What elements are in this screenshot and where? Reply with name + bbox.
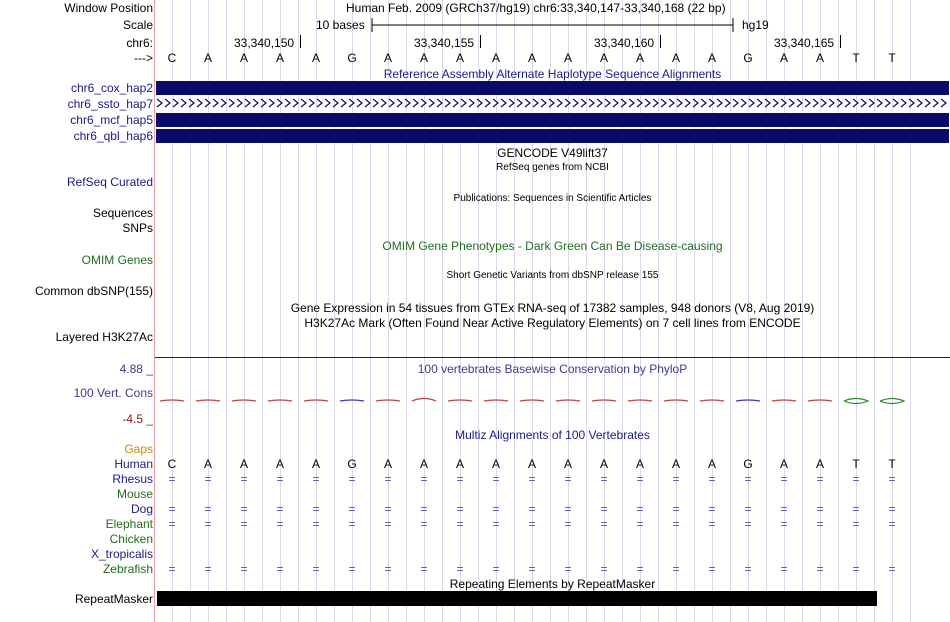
publications-track-label[interactable]: Sequences: [92, 206, 153, 220]
alignment-char: =: [384, 562, 392, 576]
species-row-dog: [0, 502, 950, 516]
conservation-mark: [736, 400, 760, 401]
alignment-char: =: [600, 502, 608, 516]
alignment-char: =: [240, 517, 248, 531]
alignment-char: A: [455, 457, 464, 471]
alignment-char: =: [492, 502, 500, 516]
alignment-char: =: [708, 562, 716, 576]
conservation-mark: [484, 400, 508, 401]
alignment-char: G: [347, 457, 357, 471]
alignment-char: T: [888, 457, 896, 471]
alignment-char: =: [456, 562, 464, 576]
haplotypes-track-title[interactable]: Reference Assembly Alternate Haplotype Sequence Alignments: [383, 67, 722, 81]
hap-label-ssto[interactable]: chr6_ssto_hap7: [67, 97, 153, 111]
alignment-char: =: [384, 472, 392, 486]
alignment-char: =: [168, 472, 176, 486]
dbsnp-track-title[interactable]: Short Genetic Variants from dbSNP release 155: [446, 270, 659, 281]
alignment-char: =: [672, 517, 680, 531]
gencode-track-title[interactable]: GENCODE V49lift37: [497, 146, 608, 160]
base-letter: T: [852, 51, 860, 65]
base-letter: C: [167, 51, 177, 65]
alignment-char: =: [420, 502, 428, 516]
alignment-char: =: [708, 472, 716, 486]
alignment-char: A: [779, 457, 788, 471]
base-letter: A: [815, 51, 824, 65]
alignment-char: =: [312, 502, 320, 516]
conservation-mark: [556, 400, 580, 401]
base-letter: A: [635, 51, 644, 65]
alignment-char: =: [276, 562, 284, 576]
gtex-track-title[interactable]: Gene Expression in 54 tissues from GTEx RNA-seq of 17382 samples, 948 donors (V8, Aug 2019): [290, 301, 815, 315]
alignment-char: A: [275, 457, 284, 471]
alignment-char: =: [888, 562, 896, 576]
alignment-char: =: [780, 472, 788, 486]
conservation-mark: [448, 400, 472, 401]
alignment-char: =: [888, 517, 896, 531]
alignment-char: =: [168, 502, 176, 516]
alignment-char: =: [744, 562, 752, 576]
conservation-mark: [628, 400, 652, 401]
base-letter: G: [743, 51, 753, 65]
alignment-char: =: [564, 517, 572, 531]
alignment-char: =: [204, 562, 212, 576]
alignment-char: =: [492, 562, 500, 576]
hap-alignment-bar[interactable]: [156, 129, 949, 143]
alignment-char: A: [671, 457, 680, 471]
alignment-char: =: [816, 502, 824, 516]
alignment-char: A: [635, 457, 644, 471]
conservation-mark: [520, 400, 544, 401]
hap-alignment-bar[interactable]: [156, 113, 949, 127]
assembly-position-title: Human Feb. 2009 (GRCh37/hg19) chr6:33,340,147-33,340,168 (22 bp): [346, 1, 726, 15]
alignment-char: =: [204, 502, 212, 516]
snps-track-label[interactable]: SNPs: [122, 221, 153, 235]
alignment-char: =: [744, 517, 752, 531]
alignment-char: =: [276, 502, 284, 516]
omim-track-title[interactable]: OMIM Gene Phenotypes - Dark Green Can Be Disease-causing: [382, 239, 723, 253]
alignment-char: =: [564, 562, 572, 576]
alignment-char: =: [420, 472, 428, 486]
alignment-char: A: [707, 457, 716, 471]
repeatmasker-track-label[interactable]: RepeatMasker: [74, 592, 153, 606]
conservation-mark: [880, 399, 904, 404]
alignment-char: =: [780, 562, 788, 576]
omim-track-label[interactable]: OMIM Genes: [81, 253, 153, 267]
base-letter: A: [383, 51, 392, 65]
alignment-char: A: [599, 457, 608, 471]
conservation-mark: [664, 400, 688, 401]
alignment-char: =: [744, 472, 752, 486]
conservation-mark: [340, 400, 364, 401]
conservation-min-label: -4.5 _: [122, 412, 153, 426]
alignment-char: =: [492, 472, 500, 486]
position-tick: [300, 35, 301, 48]
alignment-char: =: [780, 502, 788, 516]
species-label-human[interactable]: Human: [114, 457, 153, 471]
alignment-char: =: [312, 472, 320, 486]
base-letter: A: [563, 51, 572, 65]
species-label-chicken[interactable]: Chicken: [109, 532, 153, 546]
alignment-char: A: [815, 457, 824, 471]
position-tick: [480, 35, 481, 48]
alignment-char: G: [743, 457, 753, 471]
alignment-char: =: [492, 517, 500, 531]
base-letter: A: [275, 51, 284, 65]
alignment-char: =: [636, 517, 644, 531]
species-label-mouse[interactable]: Mouse: [116, 487, 153, 501]
multiz-gaps-label: Gaps: [124, 442, 153, 456]
alignment-char: =: [348, 517, 356, 531]
alignment-char: A: [383, 457, 392, 471]
base-letter: A: [239, 51, 248, 65]
repeatmasker-track-title[interactable]: Repeating Elements by RepeatMasker: [449, 577, 656, 591]
alignment-char: =: [528, 562, 536, 576]
alignment-char: =: [852, 502, 860, 516]
species-row-zebrafish: [0, 562, 950, 576]
alignment-char: =: [672, 472, 680, 486]
publications-track-title[interactable]: Publications: Sequences in Scientific Articles: [453, 193, 652, 204]
alignment-char: =: [600, 472, 608, 486]
alignment-char: =: [564, 472, 572, 486]
alignment-char: =: [672, 502, 680, 516]
alignment-char: =: [636, 502, 644, 516]
species-label-dog[interactable]: Dog: [130, 502, 153, 516]
conservation-mark: [700, 400, 724, 401]
position-tick: [840, 35, 841, 48]
alignment-char: =: [744, 502, 752, 516]
alignment-char: =: [204, 472, 212, 486]
alignment-char: =: [708, 502, 716, 516]
alignment-char: A: [419, 457, 428, 471]
alignment-char: A: [203, 457, 212, 471]
base-letter: T: [888, 51, 896, 65]
alignment-char: =: [528, 502, 536, 516]
species-label-x-tropicalis[interactable]: X_tropicalis: [90, 547, 153, 561]
conservation-mark: [232, 400, 256, 401]
base-letter: A: [671, 51, 680, 65]
position-tick: [660, 35, 661, 48]
alignment-char: =: [816, 517, 824, 531]
position-tick-label: 33,340,155: [414, 36, 475, 50]
conservation-track-label[interactable]: 100 Vert. Cons: [73, 386, 153, 400]
base-letter: A: [455, 51, 464, 65]
base-letter: A: [419, 51, 428, 65]
alignment-char: =: [636, 472, 644, 486]
alignment-char: T: [852, 457, 860, 471]
alignment-char: =: [348, 472, 356, 486]
conservation-mark: [304, 400, 328, 401]
conservation-mark: [808, 400, 832, 401]
alignment-char: =: [708, 517, 716, 531]
conservation-mark: [160, 400, 184, 401]
scale-bar: [370, 17, 736, 33]
hap-label-qbl[interactable]: chr6_qbl_hap6: [73, 129, 153, 143]
position-tick-label: 33,340,160: [594, 36, 655, 50]
base-letter: A: [203, 51, 212, 65]
alignment-char: =: [420, 562, 428, 576]
conservation-graph[interactable]: [155, 395, 950, 409]
conservation-mark: [376, 400, 400, 401]
alignment-char: C: [167, 457, 177, 471]
alignment-char: =: [564, 502, 572, 516]
alignment-char: =: [456, 517, 464, 531]
alignment-char: =: [456, 472, 464, 486]
refseq-track-label[interactable]: RefSeq Curated: [66, 175, 153, 189]
alignment-char: =: [600, 517, 608, 531]
base-letter: A: [491, 51, 500, 65]
scale-db: hg19: [742, 18, 769, 32]
scale-text: 10 bases: [316, 18, 365, 32]
alignment-char: =: [816, 562, 824, 576]
alignment-char: =: [348, 502, 356, 516]
refseq-track-title[interactable]: RefSeq genes from NCBI: [496, 162, 609, 173]
alignment-char: A: [311, 457, 320, 471]
chrom-label: chr6:: [126, 36, 153, 50]
position-tick-label: 33,340,150: [234, 36, 295, 50]
alignment-char: A: [491, 457, 500, 471]
alignment-char: =: [672, 562, 680, 576]
dbsnp-track-label[interactable]: Common dbSNP(155): [34, 284, 153, 298]
base-letter: A: [527, 51, 536, 65]
hap-label-mcf[interactable]: chr6_mcf_hap5: [70, 113, 153, 127]
alignment-char: =: [600, 562, 608, 576]
conservation-mark: [268, 400, 292, 401]
base-letter: A: [311, 51, 320, 65]
alignment-char: =: [888, 472, 896, 486]
conservation-track-title[interactable]: 100 vertebrates Basewise Conservation by PhyloP: [417, 362, 688, 376]
alignment-char: =: [420, 517, 428, 531]
alignment-char: =: [204, 517, 212, 531]
alignment-char: A: [239, 457, 248, 471]
h3k27ac-track-title[interactable]: H3K27Ac Mark (Often Found Near Active Regulatory Elements) on 7 cell lines from ENCODE: [304, 316, 801, 330]
scale-label: Scale: [122, 18, 153, 32]
alignment-char: A: [563, 457, 572, 471]
conservation-mark: [592, 400, 616, 401]
base-letter: A: [779, 51, 788, 65]
base-sequence-row: [0, 51, 950, 65]
hap-label-cox[interactable]: chr6_cox_hap2: [70, 81, 153, 95]
alignment-char: =: [276, 517, 284, 531]
alignment-char: =: [240, 562, 248, 576]
alignment-char: =: [240, 472, 248, 486]
conservation-mark: [772, 400, 796, 401]
alignment-char: =: [240, 502, 248, 516]
strand-arrow-label: --->: [134, 51, 153, 65]
repeatmasker-element-bar[interactable]: [157, 591, 877, 606]
multiz-track-title[interactable]: Multiz Alignments of 100 Vertebrates: [455, 428, 650, 442]
hap-strand-chevrons[interactable]: [156, 98, 949, 108]
alignment-char: =: [780, 517, 788, 531]
species-row-rhesus: [0, 472, 950, 486]
alignment-char: =: [348, 562, 356, 576]
alignment-char: =: [312, 517, 320, 531]
window-position-label: Window Position: [64, 1, 153, 15]
conservation-mark: [412, 399, 436, 402]
base-letter: G: [347, 51, 357, 65]
species-label-elephant[interactable]: Elephant: [105, 517, 153, 531]
species-label-rhesus[interactable]: Rhesus: [112, 472, 153, 486]
species-label-zebrafish[interactable]: Zebrafish: [102, 562, 153, 576]
alignment-char: =: [456, 502, 464, 516]
alignment-char: =: [852, 562, 860, 576]
base-letter: A: [707, 51, 716, 65]
hap-alignment-bar[interactable]: [156, 81, 949, 95]
alignment-char: =: [528, 472, 536, 486]
alignment-char: =: [384, 517, 392, 531]
alignment-char: =: [528, 517, 536, 531]
position-tick-label: 33,340,165: [774, 36, 835, 50]
h3k27ac-track-label[interactable]: Layered H3K27Ac: [55, 330, 153, 344]
species-row-elephant: [0, 517, 950, 531]
alignment-char: =: [312, 562, 320, 576]
alignment-char: =: [384, 502, 392, 516]
alignment-char: A: [527, 457, 536, 471]
alignment-char: =: [852, 472, 860, 486]
alignment-char: =: [636, 562, 644, 576]
h3k27ac-baseline: [155, 357, 950, 358]
conservation-mark: [196, 400, 220, 401]
base-letter: A: [599, 51, 608, 65]
alignment-char: =: [276, 472, 284, 486]
alignment-char: =: [888, 502, 896, 516]
alignment-char: =: [816, 472, 824, 486]
alignment-char: =: [168, 517, 176, 531]
species-row-human: [0, 457, 950, 471]
conservation-mark: [844, 399, 868, 404]
conservation-max-label: 4.88 _: [119, 362, 153, 376]
alignment-char: =: [852, 517, 860, 531]
alignment-char: =: [168, 562, 176, 576]
